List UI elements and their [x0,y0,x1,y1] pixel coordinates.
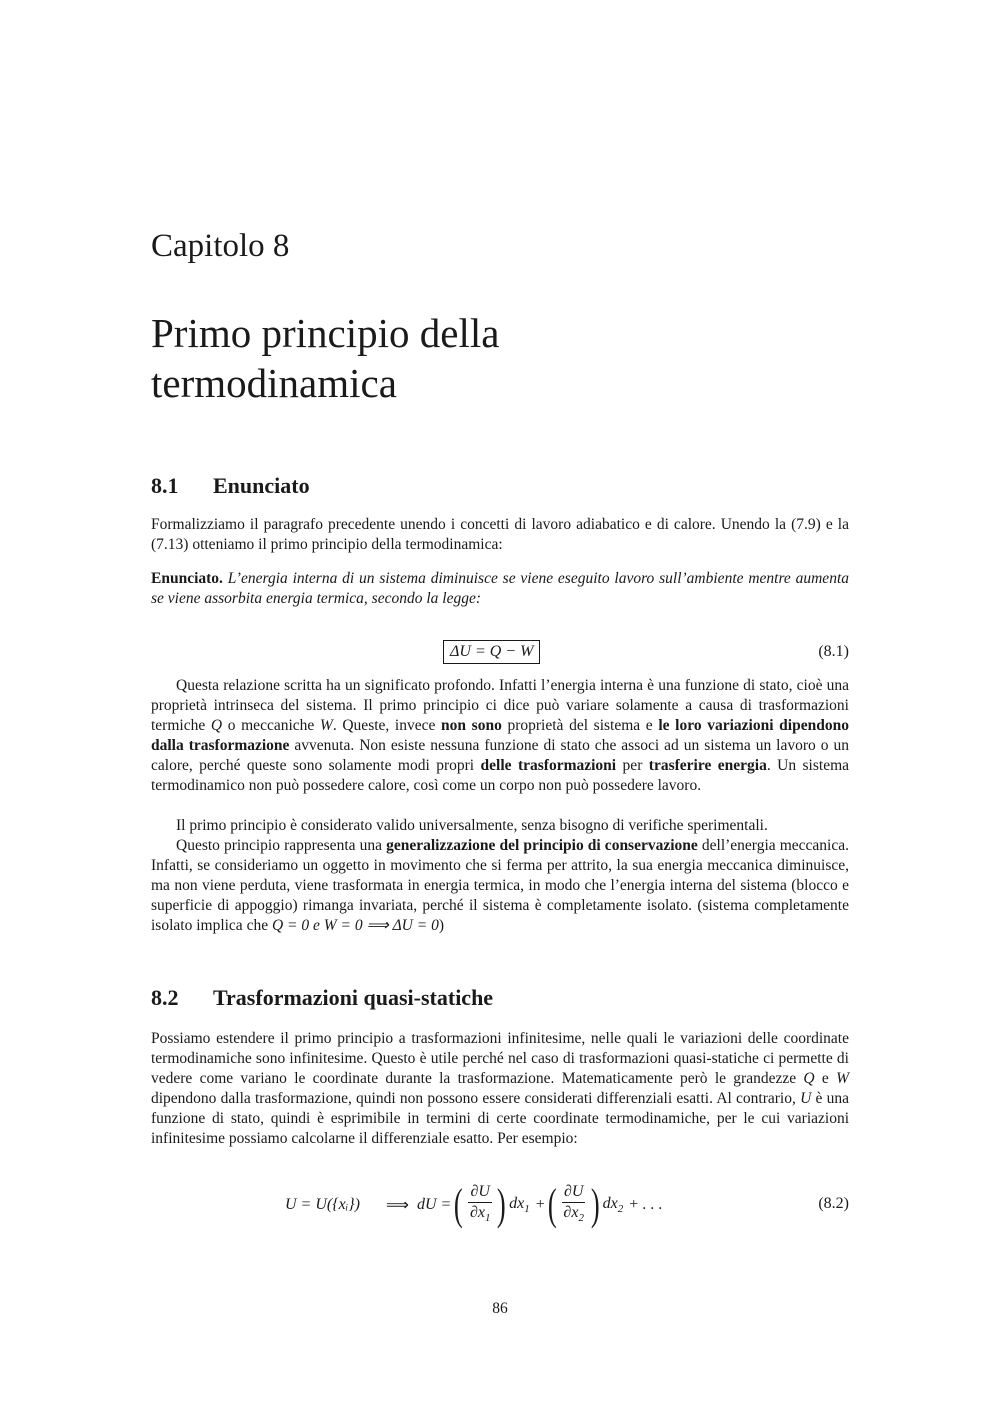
paragraph-energy-meaning [151,676,849,796]
chapter-title-line2: termodinamica [151,360,397,406]
den-text: ∂x [469,1203,485,1221]
bold-text: generalizzazione del principio di conservazione [386,837,698,854]
text-run: dell’energia meccanica. Infatti, se consideriamo un oggetto in movimento che si ferma per attrito, la sua energia meccanica diminuisce, ma non viene perduta, viene trasformata in energia termica, in modo che l’energia interna del sistema (blocco e superficie di appoggio) rimanga invariata, perché il sistema è completamente isolato. (sistema completamente isolato implica che [151,837,849,934]
inline-math: Q = 0 e W = 0 ⟹ ΔU = 0 [271,917,439,934]
text-run: è una funzione di stato, quindi è esprimibile in termini di certe coordinate termodinamiche, per le cui variazioni infinitesime possiamo calcolarne il differenziale esatto. Per esempio: [151,1090,849,1147]
paragraph-quasi-static [151,1029,849,1149]
left-paren: ( [547,1180,557,1229]
dx-text: dx [509,1194,525,1212]
chapter-title-line1: Primo principio della [151,310,500,356]
text-run: Questo principio rappresenta una [176,837,387,854]
page-number: 86 [492,1300,508,1317]
equation-8-1 [151,640,849,670]
text-run: per [616,757,649,774]
math-w: W [319,717,333,734]
math-q: Q [803,1070,815,1087]
plus-sign: + [535,1196,545,1213]
equation-8-2 [151,1178,849,1232]
text-run: ) [438,917,444,934]
subscript: 1 [524,1203,530,1216]
subscript: 2 [578,1212,584,1225]
text-run: e [814,1070,837,1087]
eq-du: dU = [416,1196,452,1213]
eq-lhs: U = U({xᵢ}) [285,1196,360,1213]
text-run: . Queste, invece [332,717,442,734]
text-run: . Un sistema termodinamico non può possedere calore, così come un corpo non può possedere lavoro. [151,757,850,794]
section-heading-8-2 [151,985,493,1011]
equation-number: (8.1) [818,643,849,660]
bold-text: le loro variazioni dipendono dalla trasformazione [151,717,849,754]
bold-text: delle trasformazioni [480,757,617,774]
math-u: U [800,1090,812,1107]
fraction-denominator [561,1203,586,1228]
bold-text: trasferire energia [648,757,767,774]
partial-fraction-1 [468,1182,493,1228]
right-paren: ) [497,1180,507,1229]
fraction-numerator: ∂U [562,1182,585,1203]
partial-fraction-2 [561,1182,586,1228]
left-paren: ( [454,1180,464,1229]
dx-text: dx [602,1194,618,1212]
intro-paragraph: Formalizziamo il paragrafo precedente unendo i concetti di lavoro adiabatico e di calore. Unendo la (7.9) e la (7.13) otteniamo il primo principio della termodinamica: [151,516,849,553]
boxed-equation: ΔU = Q − W [443,640,540,664]
math-w: W [836,1070,849,1087]
section-number: 8.2 [151,985,179,1010]
equation-number: (8.2) [818,1195,849,1212]
text-run: avvenuta. Non esiste nessuna funzione di stato che associ ad un sistema un lavoro o un calore, perché queste sono solamente modi propri [151,737,849,774]
bold-text: non sono [441,717,502,734]
text-run: Possiamo estendere il primo principio a trasformazioni infinitesime, nelle quali le variazioni delle coordinate termodinamiche sono infinitesime. Questo è utile perché nel caso di trasformazioni quasi-statiche ci permette di vedere come variano le coordinate durante la trasformazione. Matematicamente però le grandezze [151,1030,849,1087]
section-number: 8.1 [151,473,179,498]
right-paren: ) [590,1180,600,1229]
text-run: dipendono dalla trasformazione, quindi non possono essere considerati differenziali esatti. Al contrario, [151,1090,801,1107]
text-run: Questa relazione scritta ha un significato profondo. Infatti l’energia interna è una funzione di stato, cioè una proprietà intrinseca del sistema. Il primo principio ci dice può variare solamente a causa di trasformazioni termiche [151,677,849,734]
section-title: Trasformazioni quasi-statiche [213,985,494,1010]
section-title: Enunciato [213,473,310,498]
theorem-label: Enunciato. [151,570,223,587]
text-run: proprietà del sistema e [501,717,659,734]
ellipsis: + . . . [629,1196,663,1213]
paragraph-universal: Il primo principio è considerato valido universalmente, senza bisogno di verifiche sperimentali. [176,817,768,834]
theorem-statement [151,569,849,609]
implies-symbol: ⟹ [386,1197,409,1214]
dx-term [509,1195,530,1215]
equation-body [285,1178,662,1232]
subscript: 2 [617,1203,624,1216]
fraction-denominator [468,1203,493,1228]
dx-term [603,1195,624,1215]
chapter-title [151,308,849,408]
text-run: o meccaniche [222,717,320,734]
paragraph-conservation [151,836,849,936]
subscript: 1 [484,1212,491,1225]
fraction-numerator: ∂U [468,1182,491,1203]
den-text: ∂x [563,1203,579,1221]
section-heading-8-1 [151,473,310,499]
theorem-text: L’energia interna di un sistema diminuisce se viene eseguito lavoro sull’ambiente mentre aumenta se viene assorbita energia termica, secondo la legge: [151,570,849,607]
chapter-label: Capitolo 8 [151,228,290,264]
math-q: Q [210,717,223,734]
